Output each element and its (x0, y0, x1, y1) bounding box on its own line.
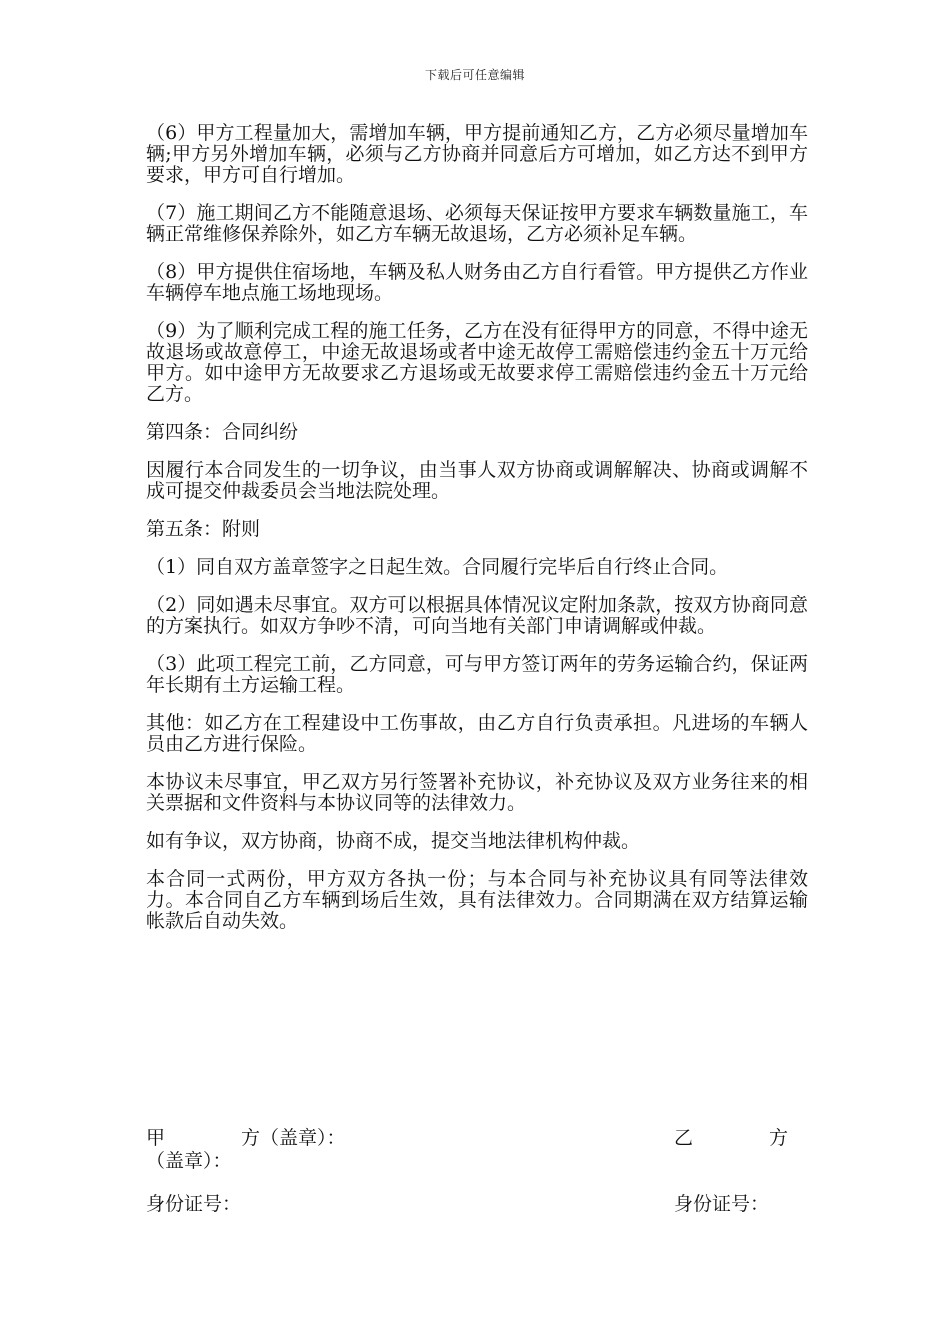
party-a-id-label: 身份证号： (146, 1193, 242, 1215)
section-5-heading: 第五条：附则 (146, 518, 261, 540)
clause-7: （7）施工期间乙方不能随意退场、必须每天保证按甲方要求车辆数量施工，车辆正常维修保养除外，如乙方车辆无故退场，乙方必须补足车辆。 (146, 202, 808, 245)
copies-clause: 本合同一式两份，甲方双方各执一份；与本合同与补充协议具有同等法律效力。本合同自乙方车辆到场后生效，具有法律效力。合同期满在双方结算运输帐款后自动失效。 (146, 868, 808, 932)
contract-body (146, 123, 808, 949)
clause-9: （9）为了顺利完成工程的施工任务，乙方在没有征得甲方的同意，不得中途无故退场或故意停工，中途无故退场或者中途无故停工需赔偿违约金五十万元给甲方。如中途甲方无故要求乙方退场或无故要求停工需赔偿违约金五十万元给乙方。 (146, 320, 808, 405)
party-b-seal-label-cont: （盖章）： (146, 1150, 232, 1172)
section-4-heading: 第四条：合同纠纷 (146, 421, 299, 443)
signature-id-row (146, 1194, 808, 1215)
signature-seal-row-cont (146, 1151, 808, 1172)
appendix-clause-2: （2）同如遇未尽事宜。双方可以根据具体情况议定附加条款，按双方协商同意的方案执行。如双方争吵不清，可向当地有关部门申请调解或仲裁。 (146, 594, 808, 637)
party-a-seal-label: 甲 方（盖章）： (146, 1127, 346, 1149)
dispute-clause: 因履行本合同发生的一切争议，由当事人双方协商或调解解决、协商或调解不成可提交仲裁委员会当地法院处理。 (146, 459, 808, 502)
clause-8: （8）甲方提供住宿场地，车辆及私人财务由乙方自行看管。甲方提供乙方作业车辆停车地点施工场地现场。 (146, 261, 808, 304)
clause-6: （6）甲方工程量加大，需增加车辆，甲方提前通知乙方，乙方必须尽量增加车辆;甲方另外增加车辆，必须与乙方协商并同意后方可增加，如乙方达不到甲方要求，甲方可自行增加。 (146, 122, 808, 186)
arbitration-clause: 如有争议，双方协商，协商不成，提交当地法律机构仲裁。 (146, 830, 641, 852)
appendix-clause-1: （1）同自双方盖章签字之日起生效。合同履行完毕后自行终止合同。 (146, 556, 729, 578)
supplement-clause: 本协议未尽事宜，甲乙双方另行签署补充协议，补充协议及双方业务往来的相关票据和文件资料与本协议同等的法律效力。 (146, 771, 808, 814)
appendix-clause-3: （3）此项工程完工前，乙方同意，可与甲方签订两年的劳务运输合约，保证两年长期有土方运输工程。 (146, 653, 808, 696)
signature-seal-row (146, 1128, 808, 1149)
party-b-seal-label: 乙 方 (674, 1127, 789, 1149)
other-clause: 其他：如乙方在工程建设中工伤事故，由乙方自行负责承担。凡进场的车辆人员由乙方进行保险。 (146, 712, 808, 755)
party-b-id-label: 身份证号： (674, 1193, 770, 1215)
page-header: 下载后可任意编辑 (424, 68, 525, 82)
